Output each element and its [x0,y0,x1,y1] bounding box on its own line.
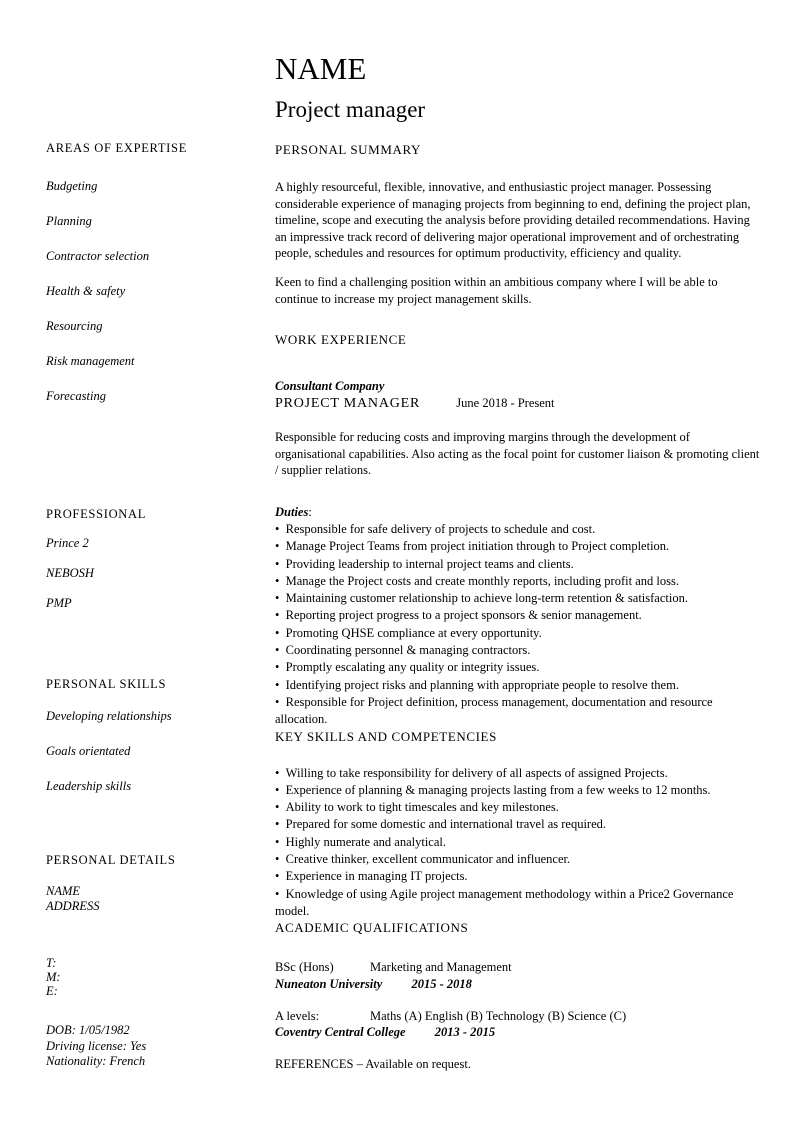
telephone-line: T: [46,956,57,970]
section-areas-of-expertise [46,141,264,424]
duty-item: • Promptly escalating any quality or integrity issues. [275,659,761,676]
personal-skills-heading: PERSONAL SKILLS [46,677,167,691]
duties-list [275,521,761,729]
driving-license-line: Driving license: Yes [46,1038,147,1053]
mobile-line: M: [46,970,61,984]
duty-item: • Providing leadership to internal project teams and clients. [275,556,761,573]
duties-label-row [275,504,761,520]
duty-item: • Coordinating personnel & managing contractors. [275,642,761,659]
company-name: Consultant Company [275,379,385,394]
dob-line: DOB: 1/05/1982 [46,1023,130,1037]
expertise-item: Contractor selection [46,249,150,263]
section-professional [46,507,264,626]
section-info-lines [46,1023,264,1070]
candidate-role: Project manager [275,97,426,122]
main-column [275,52,761,1072]
key-skill-item: • Highly numerate and analytical. [275,834,761,851]
duty-item: • Identifying project risks and planning with appropriate people to resolve them. [275,677,761,694]
section-contact-lines [46,956,264,998]
college-dates: 2013 - 2015 [434,1025,496,1040]
professional-item: PMP [46,596,72,610]
nationality-line: Nationality: French [46,1054,146,1068]
key-skills-heading: KEY SKILLS AND COMPETENCIES [275,728,497,744]
degree-subject: Marketing and Management [370,960,512,975]
section-personal-details [46,853,264,914]
professional-heading: PROFESSIONAL [46,507,147,521]
job-dates: June 2018 - Present [456,396,555,411]
key-skill-item: • Prepared for some domestic and international travel as required. [275,816,761,833]
college-row [275,1024,761,1041]
candidate-name: NAME [275,51,367,86]
alevels-value: Maths (A) English (B) Technology (B) Science (C) [370,1008,627,1023]
expertise-item: Resourcing [46,319,103,333]
personal-summary-heading: PERSONAL SUMMARY [275,142,422,157]
key-skill-item: • Creative thinker, excellent communicator and influencer. [275,851,761,868]
personal-details-heading: PERSONAL DETAILS [46,853,176,867]
detail-address-line: ADDRESS [46,899,100,913]
university-row [275,976,761,993]
expertise-item: Health & safety [46,284,126,298]
alevels-label: A levels: [275,1008,320,1023]
duty-item: • Maintaining customer relationship to achieve long-term retention & satisfaction. [275,590,761,607]
college-name: Coventry Central College [275,1025,406,1040]
personal-skill-item: Leadership skills [46,779,132,793]
duty-item: • Responsible for safe delivery of projects to schedule and cost. [275,521,761,538]
personal-skill-item: Goals orientated [46,744,131,758]
duty-item: • Responsible for Project definition, process management, documentation and resource allocation. [275,694,761,729]
duty-item: • Promoting QHSE compliance at every opportunity. [275,625,761,642]
duty-item: • Reporting project progress to a project sponsors & senior management. [275,607,761,624]
degree-label: BSc (Hons) [275,960,334,975]
areas-of-expertise-heading: AREAS OF EXPERTISE [46,141,188,155]
expertise-item: Forecasting [46,389,106,403]
references-line: REFERENCES – Available on request. [275,1057,471,1072]
key-skill-item: • Willing to take responsibility for delivery of all aspects of assigned Projects. [275,765,761,782]
degree-row [275,959,761,976]
academic-qualifications-heading: ACADEMIC QUALIFICATIONS [275,920,469,936]
professional-item: NEBOSH [46,566,94,580]
key-skills-list [275,765,761,921]
key-skill-item: • Experience in managing IT projects. [275,868,761,885]
key-skill-item: • Experience of planning & managing projects lasting from a few weeks to 12 months. [275,782,761,799]
professional-item: Prince 2 [46,536,89,550]
alevels-row [275,1008,761,1025]
expertise-item: Planning [46,214,92,228]
summary-paragraph: A highly resourceful, flexible, innovative, and enthusiastic project manager. Possessing considerable experience of managing projects from beginning to end, defining the project plan, timeline, scope and executing the analysis before providing detailed recommendations. Having an impressive track record of delivering major operational improvement and of orchestrating people, schedules and resources for optimum productivity, efficiency and quality. [275,180,751,261]
duty-item: • Manage Project Teams from project initiation through to Project completion. [275,538,761,555]
duties-label: Duties [275,504,309,519]
key-skill-item: • Ability to work to tight timescales and key milestones. [275,799,761,816]
job-description: Responsible for reducing costs and improving margins through the development of organisational capabilities. Also acting as the focal point for customer liaison & promoting client / supplier relations. [275,430,760,478]
job-title-row [275,394,761,413]
expertise-item: Budgeting [46,179,98,193]
key-skill-item: • Knowledge of using Agile project management methodology within a Price2 Governance model. [275,886,761,921]
university-name: Nuneaton University [275,976,383,991]
duties-colon: : [308,504,312,519]
expertise-item: Risk management [46,354,135,368]
email-line: E: [46,984,58,998]
university-dates: 2015 - 2018 [411,976,472,991]
duty-item: • Manage the Project costs and create monthly reports, including profit and loss. [275,573,761,590]
work-experience-heading: WORK EXPERIENCE [275,332,407,348]
detail-name-line: NAME [46,884,81,898]
job-title: PROJECT MANAGER [275,396,421,412]
section-personal-skills [46,677,264,814]
summary-paragraph: Keen to find a challenging position within an ambitious company where I will be able to continue to increase my project management skills. [275,274,718,306]
personal-skill-item: Developing relationships [46,709,172,723]
